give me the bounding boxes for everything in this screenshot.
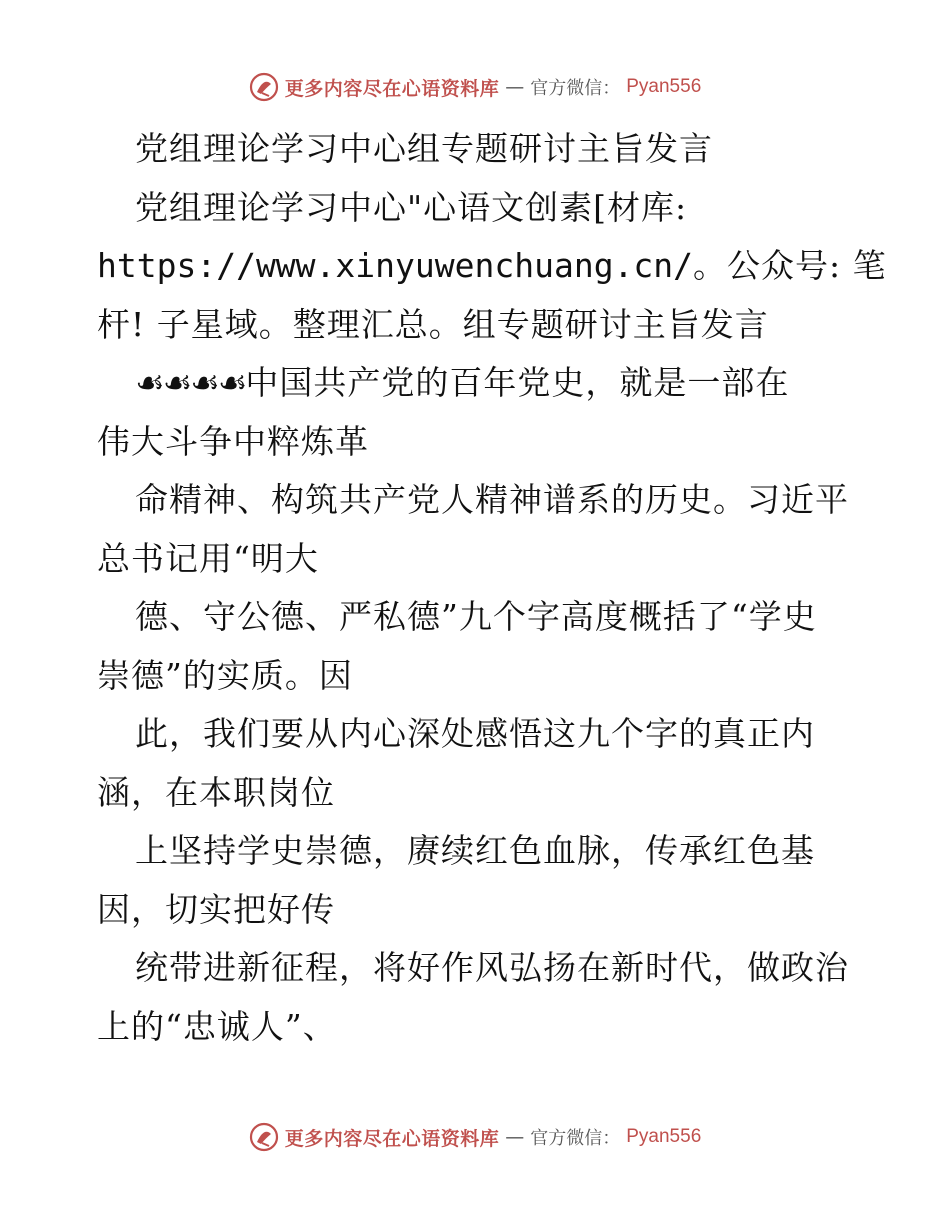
footer-banner [0, 1122, 950, 1152]
header-separator: — [505, 76, 525, 98]
text-line: 伟大斗争中粹炼革 [97, 421, 369, 461]
footer-site-name: 更多内容尽在心语资料库 [284, 1127, 500, 1150]
text-line: 命精神、构筑共产党人精神谱系的历史。习近平 [135, 480, 849, 519]
footer-wechat-id: Pyan556 [626, 1126, 702, 1147]
source-url: https://www.xinyuwenchuang.cn/ [97, 246, 694, 285]
flourish-ornament-icon: ☙☙☙☙ [135, 363, 246, 402]
header-site-name: 更多内容尽在心语资料库 [284, 77, 500, 100]
text-line: 此，我们要从内心深处感悟这九个字的真正内 [135, 714, 815, 753]
text-line: 总书记用“明大 [97, 538, 319, 578]
document-body [97, 120, 887, 1056]
footer-separator: — [505, 1126, 525, 1148]
text-line: 党组理论学习中心"心语文创素[材库: [135, 187, 688, 227]
document-title: 党组理论学习中心组专题研讨主旨发言 [135, 129, 713, 168]
xinyu-logo-icon [249, 1122, 279, 1152]
text-line: 上坚持学史崇德，赓续红色血脉，传承红色基 [135, 831, 815, 870]
text-line: 涵，在本职岗位 [97, 772, 335, 812]
text-fragment: 中国共产党的百年党史，就是一部在 [245, 363, 790, 402]
text-line: 崇德”的实质。因 [97, 655, 353, 695]
header-wechat-id: Pyan556 [626, 76, 702, 97]
text-line: 因，切实把好传 [97, 889, 335, 929]
text-fragment: 。公众号: 笔 [693, 246, 887, 285]
text-line: 统带进新征程，将好作风弘扬在新时代，做政治 [135, 948, 849, 987]
header-wechat-label: 官方微信： [530, 78, 621, 99]
text-line-url [97, 237, 887, 296]
text-line: 上的“忠诚人”、 [97, 1006, 337, 1046]
header-banner [0, 72, 950, 102]
xinyu-logo-icon [249, 72, 279, 102]
text-line [97, 354, 867, 413]
text-line: 杆! 子星域。整理汇总。组专题研讨主旨发言 [97, 304, 769, 344]
footer-wechat-label: 官方微信： [530, 1128, 621, 1149]
text-line: 德、守公德、严私德”九个字高度概括了“学史 [135, 597, 817, 636]
